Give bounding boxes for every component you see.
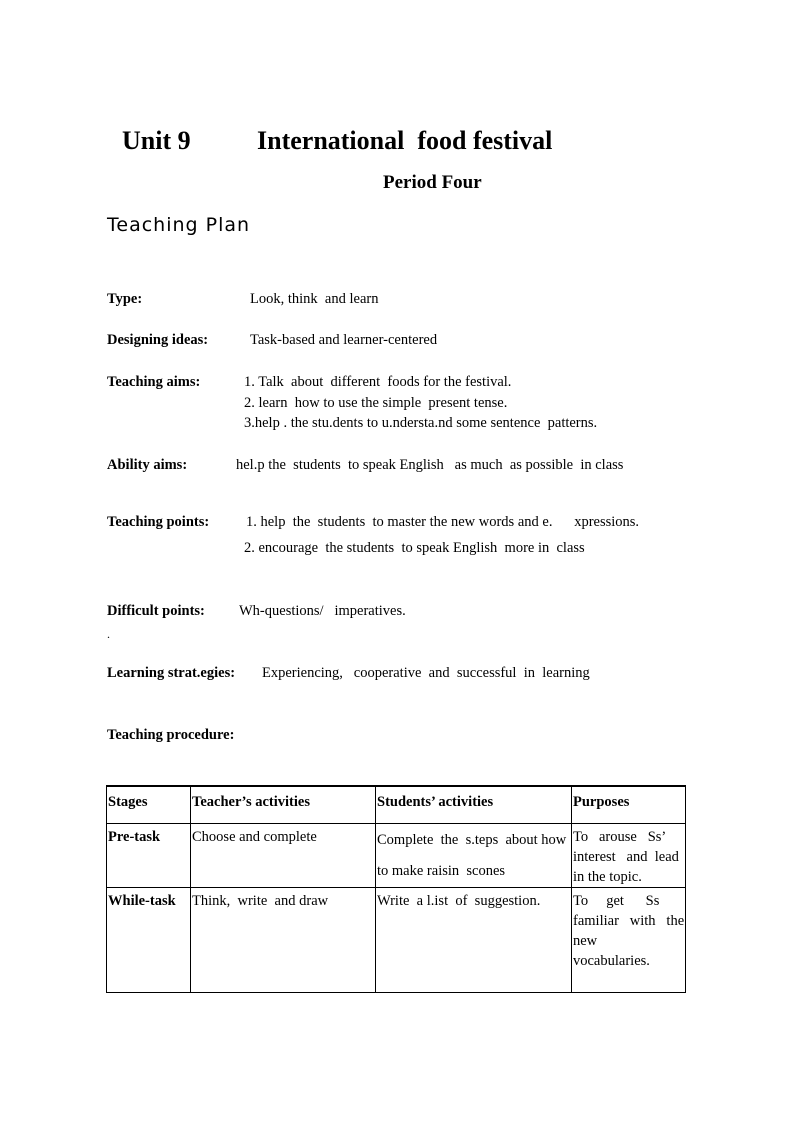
students-activity-line: to make raisin scones [377,863,506,879]
purpose-cell [572,824,686,888]
table-row [107,824,686,888]
teacher-activity-cell: Choose and complete [191,824,376,888]
ability-aims-label: Ability aims: [107,457,188,473]
ability-aims-value: hel.p the students to speak English as much as possible in class [236,457,624,473]
learning-strategies-label: Learning strat.egies: [107,665,236,681]
teaching-aims-label: Teaching aims: [107,374,201,390]
students-activity-cell: Write a l.ist of suggestion. [376,888,572,993]
stage-cell: While-task [107,888,191,993]
teacher-activity-cell: Think, write and draw [191,888,376,993]
difficult-points-value: Wh-questions/ imperatives. [239,603,406,619]
unit-number: Unit 9 [122,126,191,155]
period-subtitle: Period Four [383,172,482,193]
stage-cell: Pre-task [107,824,191,888]
teaching-point-item: 1. help the students to master the new words and e. xpressions. [246,514,640,530]
purpose-line: To arouse Ss’ [573,829,667,845]
stray-mark: . [107,627,110,641]
designing-ideas-value: Task-based and learner-centered [250,332,438,348]
teaching-aim-item: 3.help . the stu.dents to u.ndersta.nd some sentence patterns. [244,415,598,431]
type-label: Type: [107,291,143,307]
purpose-line: To get Ss [573,893,660,909]
purpose-line: interest and lead [573,849,679,865]
purpose-line: new [573,933,598,949]
teaching-point-item: 2. encourage the students to speak English more in class [244,540,585,556]
column-header-stages: Stages [107,786,191,824]
learning-strategies-value: Experiencing, cooperative and successful in learning [262,665,590,681]
type-value: Look, think and learn [250,291,379,307]
purpose-line: in the topic. [573,869,642,885]
teaching-procedure-label: Teaching procedure: [107,727,235,743]
teaching-points-label: Teaching points: [107,514,210,530]
difficult-points-label: Difficult points: [107,603,205,619]
table-row [107,888,686,993]
table-header-row [107,786,686,824]
section-heading-teaching-plan: Teaching Plan [107,214,251,236]
designing-ideas-label: Designing ideas: [107,332,209,348]
column-header-teacher-activities: Teacher’s activities [191,786,376,824]
students-activity-cell [376,824,572,888]
purpose-line: vocabularies. [573,953,650,969]
column-header-purposes: Purposes [572,786,686,824]
page-title: International food festival [257,126,553,155]
purpose-cell [572,888,686,993]
teaching-aim-item: 2. learn how to use the simple present tense. [244,395,508,411]
teaching-aim-item: 1. Talk about different foods for the festival. [244,374,512,390]
teaching-procedure-table [106,785,686,993]
purpose-line: familiar with the [573,913,685,929]
column-header-students-activities: Students’ activities [376,786,572,824]
students-activity-line: Complete the s.teps about how [377,832,567,848]
